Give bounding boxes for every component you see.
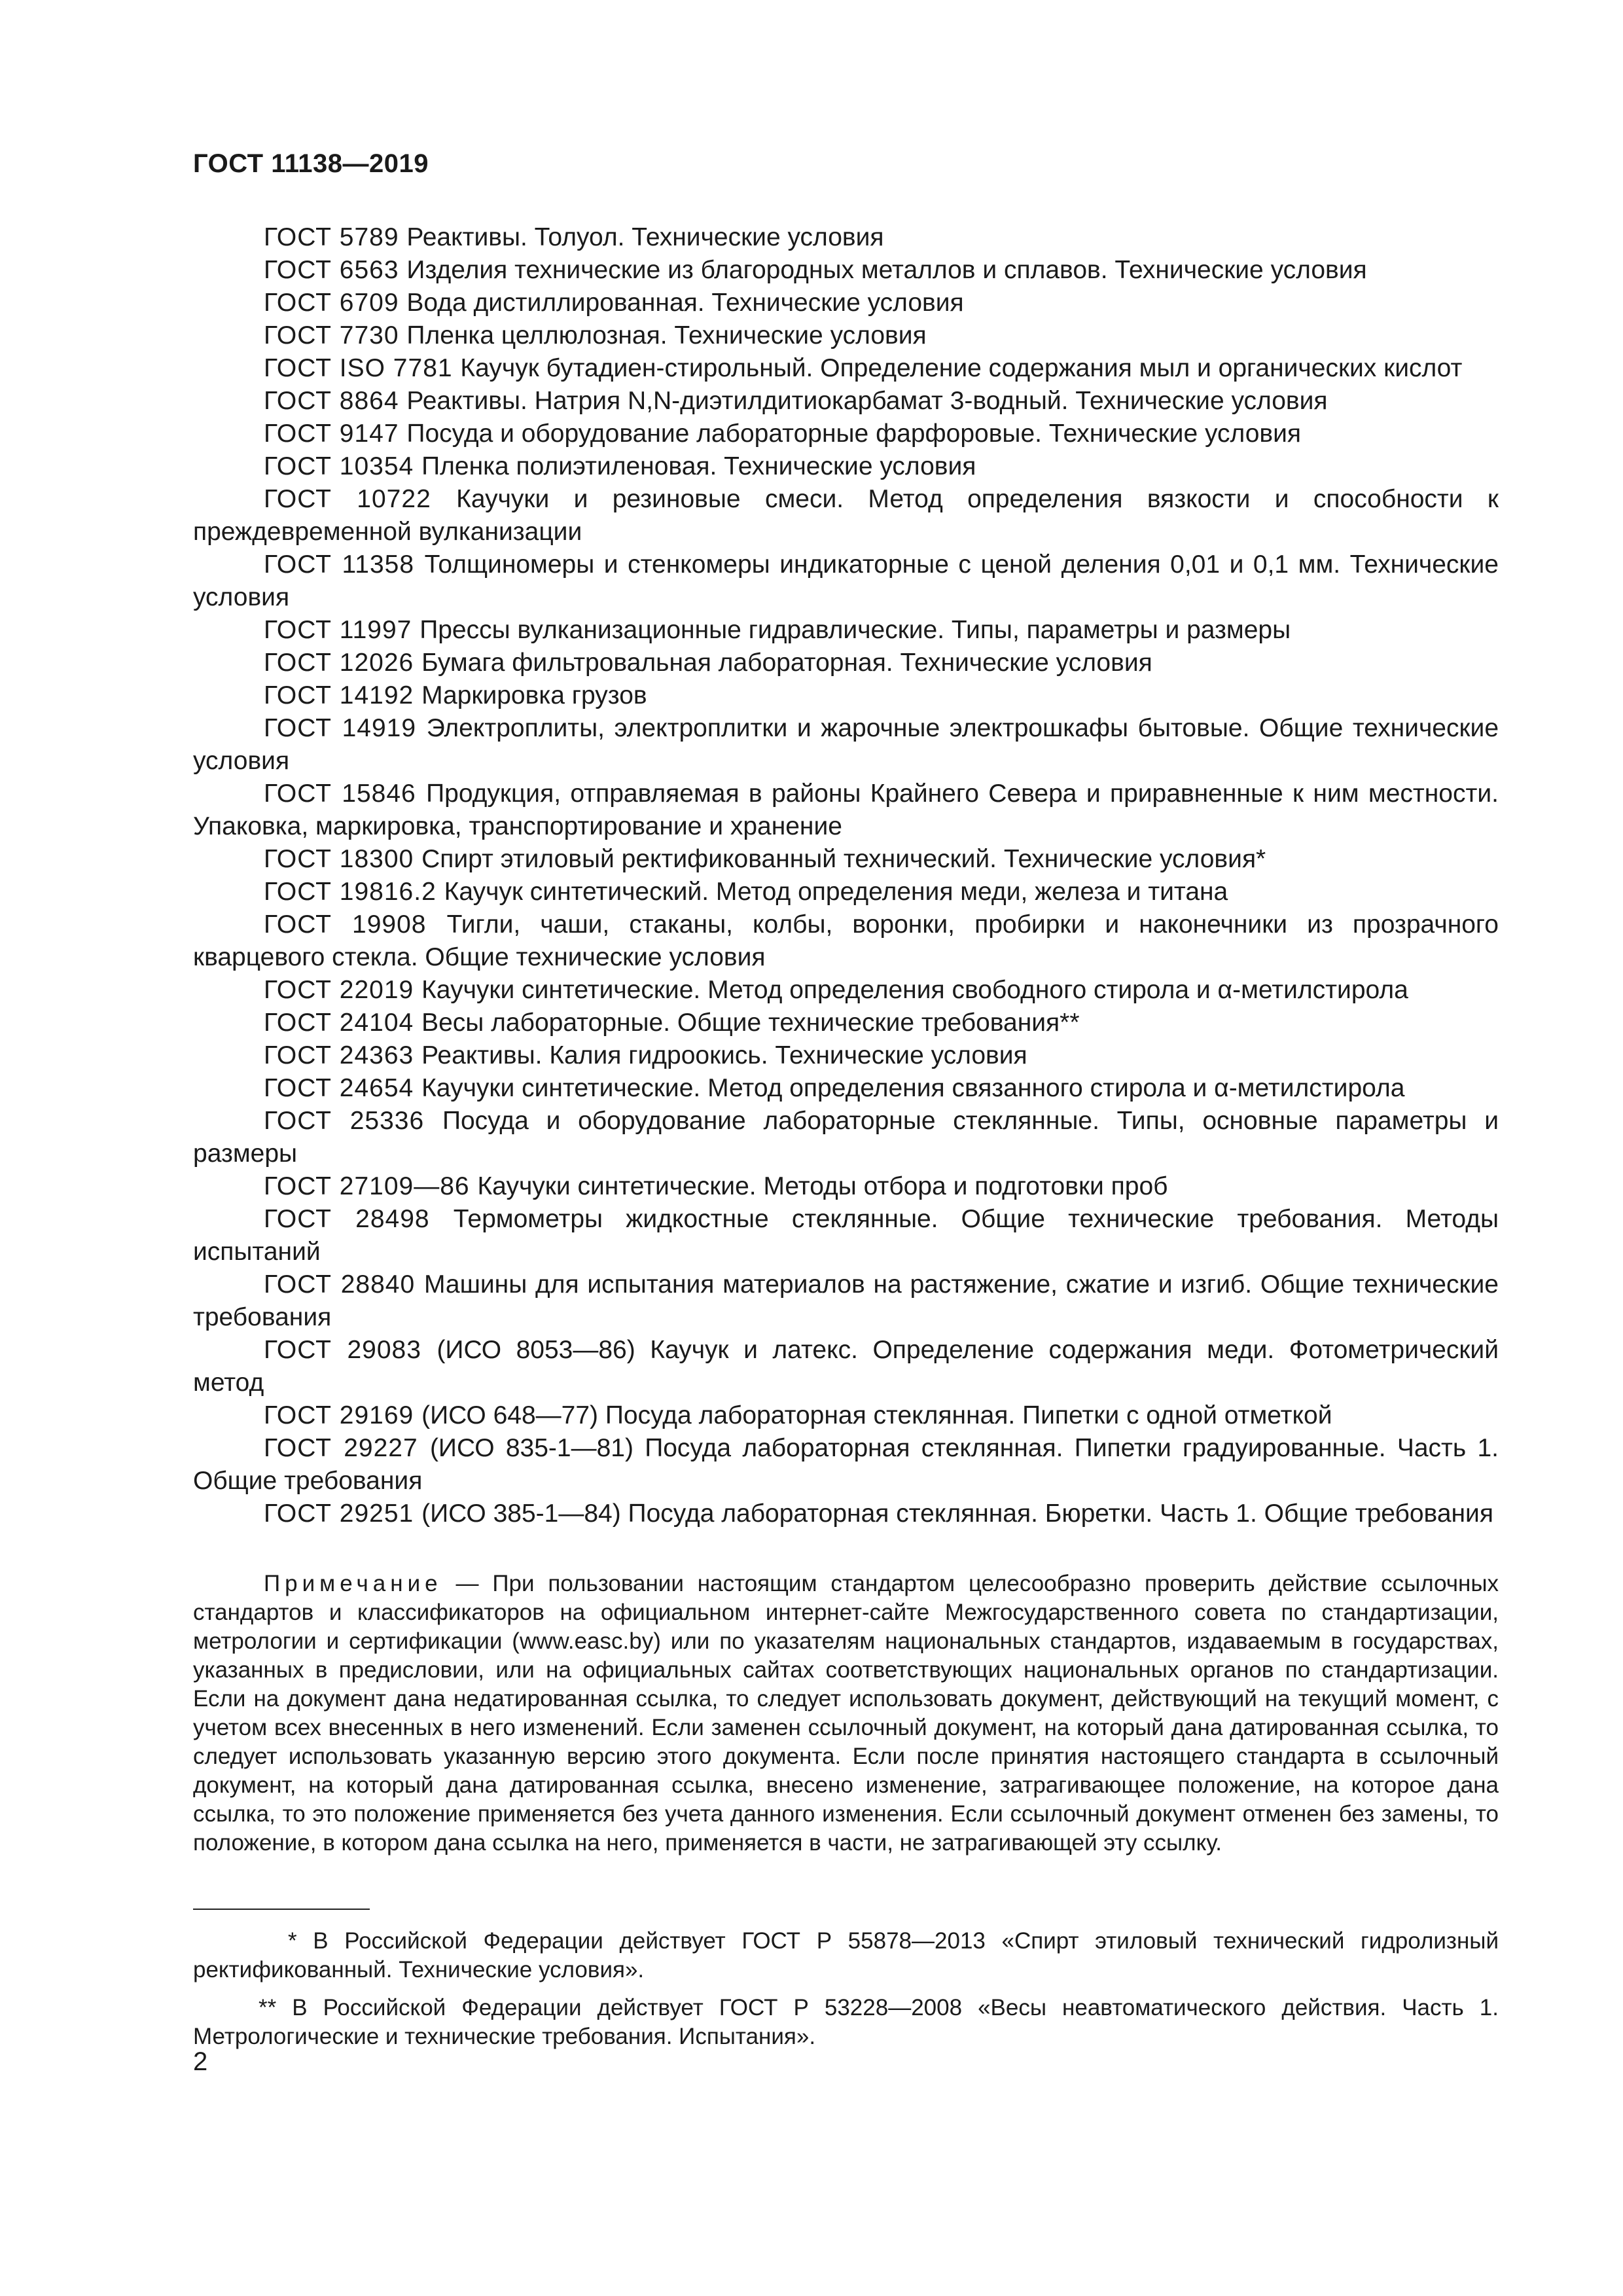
reference-code: ГОСТ 27109—86: [264, 1172, 470, 1200]
note-paragraph: [193, 1570, 1499, 1857]
reference-title: Изделия технические из благородных металлов и сплавов. Технические условия: [406, 256, 1367, 284]
reference-code: ГОСТ 15846: [264, 780, 416, 808]
reference-item: [193, 1334, 1499, 1399]
reference-code: ГОСТ 5789: [264, 223, 399, 251]
reference-title: Вода дистиллированная. Технические условия: [406, 289, 964, 317]
reference-code: ГОСТ 29251: [264, 1499, 414, 1528]
reference-item: [193, 908, 1499, 974]
reference-title: Термометры жидкостные стеклянные. Общие технические требования. Методы испытаний: [193, 1205, 1499, 1266]
reference-item: [193, 614, 1499, 647]
reference-code: ГОСТ 11997: [264, 616, 412, 644]
reference-code: ГОСТ 24654: [264, 1074, 414, 1102]
footnote-separator: [193, 1909, 370, 1910]
reference-title: Весы лабораторные. Общие технические требования**: [421, 1009, 1080, 1037]
reference-code: ГОСТ 14192: [264, 681, 414, 709]
reference-item: [193, 1203, 1499, 1268]
reference-item: [193, 778, 1499, 843]
page-number: 2: [193, 2047, 208, 2076]
reference-code: ГОСТ 24104: [264, 1009, 414, 1037]
footnote-2: ** В Российской Федерации действует ГОСТ Р 53228—2008 «Весы неавтоматического действия. Часть 1. Метрологические и технические требования. Испытания».: [193, 1995, 1499, 2049]
reference-item: [193, 1432, 1499, 1498]
reference-title: (ИСО 648—77) Посуда лабораторная стеклянная. Пипетки с одной отметкой: [421, 1401, 1332, 1429]
reference-code: ГОСТ 22019: [264, 976, 414, 1004]
note-label: Примечание: [264, 1571, 442, 1596]
document-header: ГОСТ 11138—2019: [193, 149, 429, 178]
reference-code: ГОСТ 10722: [264, 485, 431, 513]
reference-title: Каучук бутадиен-стирольный. Определение содержания мыл и органических кислот: [460, 354, 1463, 382]
reference-item: [193, 352, 1499, 385]
reference-title: Продукция, отправляемая в районы Крайнего Севера и приравненные к ним местности. Упаковка, маркировка, транспортирование и хранение: [193, 780, 1499, 840]
reference-title: Маркировка грузов: [421, 681, 647, 709]
reference-item: [193, 1170, 1499, 1203]
reference-code: ГОСТ 29227: [264, 1434, 418, 1462]
reference-item: [193, 1498, 1499, 1530]
reference-code: ГОСТ 10354: [264, 452, 414, 480]
reference-title: Прессы вулканизационные гидравлические. Типы, параметры и размеры: [419, 616, 1291, 644]
reference-code: ГОСТ 11358: [264, 550, 415, 579]
reference-code: ГОСТ 25336: [264, 1107, 425, 1135]
reference-item: [193, 450, 1499, 483]
reference-code: ГОСТ 7730: [264, 321, 399, 350]
normative-references-list: [193, 221, 1499, 1530]
reference-code: ГОСТ 12026: [264, 649, 414, 677]
reference-code: ГОСТ 29083: [264, 1336, 421, 1364]
reference-title: Пленка целлюлозная. Технические условия: [406, 321, 927, 350]
reference-title: Каучуки синтетические. Методы отбора и подготовки проб: [477, 1172, 1168, 1200]
reference-item: [193, 254, 1499, 287]
reference-title: Реактивы. Натрия N,N-диэтилдитиокарбамат 3-водный. Технические условия: [406, 387, 1328, 415]
reference-title: Реактивы. Толуол. Технические условия: [406, 223, 884, 251]
reference-code: ГОСТ 19816.2: [264, 878, 437, 906]
reference-code: ГОСТ 28498: [264, 1205, 430, 1233]
footnote-1: * В Российской Федерации действует ГОСТ Р 55878—2013 «Спирт этиловый технический гидролизный ректификованный. Технические условия».: [193, 1928, 1499, 1982]
reference-item: [193, 1007, 1499, 1039]
reference-item: [193, 1399, 1499, 1432]
reference-code: ГОСТ 29169: [264, 1401, 414, 1429]
reference-title: Машины для испытания материалов на растяжение, сжатие и изгиб. Общие технические требования: [193, 1270, 1499, 1331]
reference-item: [193, 1105, 1499, 1170]
reference-item: [193, 483, 1499, 548]
reference-title: Посуда и оборудование лабораторные стеклянные. Типы, основные параметры и размеры: [193, 1107, 1499, 1168]
reference-item: [193, 843, 1499, 876]
reference-item: [193, 1039, 1499, 1072]
reference-code: ГОСТ 6709: [264, 289, 399, 317]
reference-title: Каучуки и резиновые смеси. Метод определения вязкости и способности к преждевременной вулканизации: [193, 485, 1499, 546]
reference-title: Электроплиты, электроплитки и жарочные электрошкафы бытовые. Общие технические условия: [193, 714, 1499, 775]
reference-item: [193, 319, 1499, 352]
reference-title: (ИСО 835-1—81) Посуда лабораторная стеклянная. Пипетки градуированные. Часть 1. Общие требования: [193, 1434, 1499, 1495]
reference-note: [193, 1570, 1499, 1857]
reference-item: [193, 647, 1499, 679]
reference-title: Бумага фильтровальная лабораторная. Технические условия: [421, 649, 1152, 677]
reference-item: [193, 418, 1499, 450]
reference-item: [193, 876, 1499, 908]
reference-item: [193, 974, 1499, 1007]
reference-title: Толщиномеры и стенкомеры индикаторные с ценой деления 0,01 и 0,1 мм. Технические условия: [193, 550, 1499, 611]
reference-code: ГОСТ 14919: [264, 714, 417, 742]
reference-title: Каучуки синтетические. Метод определения свободного стирола и α-метилстирола: [421, 976, 1408, 1004]
reference-title: Тигли, чаши, стаканы, колбы, воронки, пробирки и наконечники из прозрачного кварцевого стекла. Общие технические условия: [193, 910, 1499, 971]
reference-title: Каучуки синтетические. Метод определения связанного стирола и α-метилстирола: [421, 1074, 1405, 1102]
reference-item: [193, 548, 1499, 614]
reference-code: ГОСТ 6563: [264, 256, 399, 284]
reference-title: Посуда и оборудование лабораторные фарфоровые. Технические условия: [406, 420, 1302, 448]
reference-item: [193, 1268, 1499, 1334]
reference-title: Каучук синтетический. Метод определения меди, железа и титана: [444, 878, 1228, 906]
reference-code: ГОСТ 9147: [264, 420, 399, 448]
reference-code: ГОСТ 18300: [264, 845, 414, 873]
footnotes: [193, 1927, 1499, 2060]
reference-code: ГОСТ 28840: [264, 1270, 416, 1299]
reference-code: ГОСТ ISO 7781: [264, 354, 453, 382]
reference-title: Пленка полиэтиленовая. Технические условия: [421, 452, 976, 480]
reference-item: [193, 712, 1499, 778]
reference-code: ГОСТ 24363: [264, 1041, 414, 1069]
reference-item: [193, 221, 1499, 254]
reference-item: [193, 287, 1499, 319]
reference-title: (ИСО 385-1—84) Посуда лабораторная стеклянная. Бюретки. Часть 1. Общие требования: [421, 1499, 1493, 1528]
reference-title: Спирт этиловый ректификованный технический. Технические условия*: [421, 845, 1266, 873]
reference-item: [193, 679, 1499, 712]
reference-code: ГОСТ 19908: [264, 910, 427, 939]
note-text: — При пользовании настоящим стандартом целесообразно проверить действие ссылочных стандартов и классификаторов на официальном интернет-сайте Межгосударственного совета по стандартизации, метрологии и сертификации (www.easc.by) или по указателям национальных стандартов, издаваемым в государствах, указанных в предисловии, или на официальных сайтах соответствующих национальных органов по стандартизации. Если на документ дана недатированная ссылка, то следует использовать документ, действующий на текущий момент, с учетом всех внесенных в него изменений. Если заменен ссылочный документ, на который дана датированная ссылка, то следует использовать указанную версию этого документа. Если после принятия настоящего стандарта в ссылочный документ, на который дана датированная ссылка, внесено изменение, затрагивающее положение, на которое дана ссылка, то это положение применяется без учета данного изменения. Если ссылочный документ отменен без замены, то положение, в котором дана ссылка на него, применяется в части, не затрагивающей эту ссылку.: [193, 1571, 1499, 1856]
reference-title: (ИСО 8053—86) Каучук и латекс. Определение содержания меди. Фотометрический метод: [193, 1336, 1499, 1397]
reference-item: [193, 1072, 1499, 1105]
reference-item: [193, 385, 1499, 418]
reference-code: ГОСТ 8864: [264, 387, 399, 415]
reference-title: Реактивы. Калия гидроокись. Технические условия: [421, 1041, 1027, 1069]
